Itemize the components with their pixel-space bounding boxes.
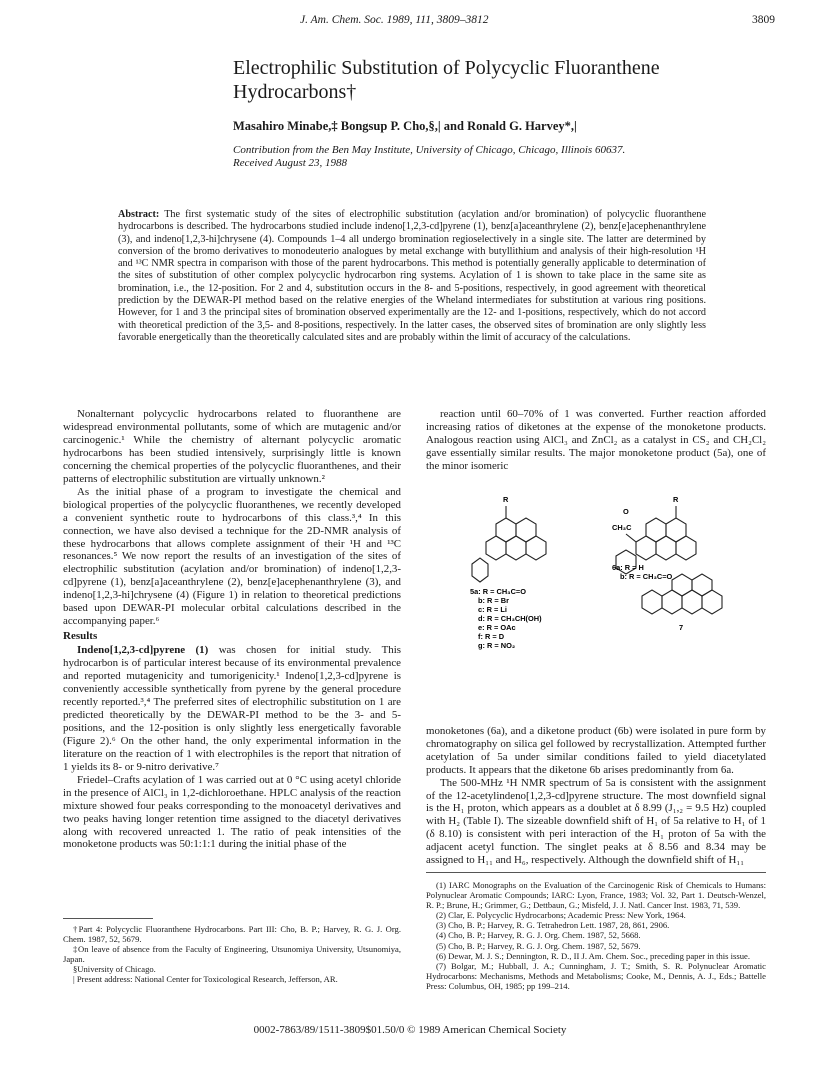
compound-list-item: f: R = D	[478, 632, 505, 641]
ring	[646, 518, 666, 542]
footnote-rule	[426, 872, 766, 873]
reference: (1) IARC Monographs on the Evaluation of the Carcinogenic Risk of Chemicals to Humans: Polynuclear Aromatic Compounds; IARC: Lyon, France, 1983; Vol. 32, Part 1. Deutsch-Wenzel, R. P.; Brune, H.; Grimmer, G.; Dettbaun, G.; Misfeld, J. J. Natl. Cancer Inst. 1983, 71, 539.	[426, 880, 766, 911]
footnotes-left	[63, 924, 401, 985]
paragraph: Nonalternant polycyclic hydrocarbons related to fluoranthene are widespread environmental pollutants, some of which are mutagenic and/or carcinogenic.¹ While the chemistry of alternant polycyclic aromatic hydrocarbons has been studied intensively, surprisingly little is known concerning the chemical properties of the polycyclic fluoranthenes, and their patterns of electrophilic substitution are virtually unknown.²	[63, 408, 401, 485]
paragraph: reaction until 60–70% of 1 was converted. Further reaction afforded increasing ratios of diketones at the expense of the monoketone products. Analogous reaction using AlCl₃ and ZnCl₂ as a catalyst in CS₂ and CH₂Cl₂ gave essentially similar results. The major monoketone product (5a), one of the minor isomeric	[426, 408, 766, 472]
section-heading: Results	[63, 630, 98, 643]
compound-list-item: g: R = NO₂	[478, 641, 516, 650]
compound-list-item: 6a: R = H	[612, 563, 644, 572]
compound-list-item: c: R = Li	[478, 605, 507, 614]
compound-list-item: e: R = OAc	[478, 623, 516, 632]
page-number: 3809	[752, 14, 775, 26]
ring	[672, 574, 692, 596]
ring	[642, 590, 662, 614]
abstract-text: The first systematic study of the sites of electrophilic substitution (acylation and/or bromination) of polycyclic fluoranthene hydrocarbons is described. The hydrocarbons studied include indeno[1,2,3-cd]pyrene (1), benz[a]aceanthrylene (2), benz[e]acephenanthrylene (3), and indeno[1,2,3-hi]chrysene (4). Compounds 1–4 all undergo bromination regioselectively in a single site. The latter are determined by conversion of the bromo derivatives to monodeuterio analogues by metal exchange with butyllithium and analysis of their high-resolution ¹H and ¹³C NMR spectra in comparison with those of the parent hydrocarbons. This method is potentially generally applicable to determination of the sites of substitution of other complex polycyclic hydrocarbon ring systems. Acylation of 1 is shown to take place in the same site as bromination, i.e., the 12-position. For 2 and 4, substitution occurs in the 8- and 5-positions, respectively, in good agreement with theoretical prediction by the DEWAR-PI method based on the relative energies of the Wheland intermediates for substitution at various ring positions. However, for 1 and 3 the principal sites of bromination observed experimentally are the 12- and 1-positions, respectively, which do not accord with theoretical prediction of the 3,5- and 8-positions, respectively. In the latter cases, the observed sites of bromination are only slightly less favorable energetically than the theoretically calculated sites and are probably within the limit of accuracy of the calculations.	[118, 209, 706, 343]
footnote: ‡On leave of absence from the Faculty of Engineering, Utsunomiya University, Utsunomiya, Japan.	[63, 944, 401, 965]
affiliation-block	[233, 144, 753, 170]
ring	[472, 558, 488, 582]
footnote-rule	[63, 918, 153, 919]
footnote: †Part 4: Polycyclic Fluoranthene Hydrocarbons. Part III: Cho, B. P.; Harvey, R. G. J. Org. Chem. 1987, 52, 5679.	[63, 924, 401, 945]
author-list: Masahiro Minabe,‡ Bongsup P. Cho,§,| and Ronald G. Harvey*,|	[233, 119, 577, 133]
reference: (6) Dewar, M. J. S.; Dennington, R. D., II J. Am. Chem. Soc., preceding paper in this issue.	[436, 950, 751, 961]
structure-figure	[466, 484, 736, 650]
ring	[702, 590, 722, 614]
ring	[692, 574, 712, 596]
paragraph: Friedel–Crafts acylation of 1 was carried out at 0 °C using acetyl chloride in the presence of AlCl₃ in 1,2-dichloroethane. HPLC analysis of the reaction mixture showed four peaks corresponding to the monoacetyl derivatives and two peaks having longer retention time assigned to the diacetyl derivatives along with recovered unreacted 1. The ratio of peak intensities of the monoketone products was 50:1:1:1 during the initial phase of the	[63, 773, 401, 851]
footnote: | Present address: National Center for Toxicological Research, Jefferson, AR.	[73, 974, 338, 985]
abstract-label: Abstract:	[118, 209, 160, 220]
paragraph: As the initial phase of a program to investigate the chemical and biological properties of the polycyclic fluoranthenes, we recently developed a convenient synthetic route to hydrocarbons of this class.³,⁴ In this connection, we have also devised a technique for the 2D-NMR analysis of these hydrocarbons that allows complete assignment of their ¹H and ¹³C resonances.⁵ We now report the results of an investigation of the sites of electrophilic substitution (acylation and/or bromination) of indeno[1,2,3-cd]pyrene (1), benz[a]aceanthrylene (2), benz[e]acephenanthrylene (3), and indeno[1,2,3-hi]chrysene (4) (Figure 1) in relation to theoretical predictions based upon DEWAR-PI molecular orbital calculations described in the accompanying paper.⁶	[63, 485, 401, 628]
received-date: Received August 23, 1988	[233, 157, 348, 169]
substituent-label: R	[503, 495, 509, 504]
structure-diagram	[466, 484, 736, 650]
compound-list-item: b: R = CH₃C=O	[620, 572, 673, 581]
affiliation: Contribution from the Ben May Institute, University of Chicago, Chicago, Illinois 60637.	[233, 144, 626, 156]
journal-citation: J. Am. Chem. Soc. 1989, 111, 3809–3812	[300, 14, 489, 26]
article-title: Electrophilic Substitution of Polycyclic Fluoranthene Hydrocarbons†	[233, 57, 660, 103]
reference: (5) Cho, B. P.; Harvey, R. G. J. Org. Chem. 1987, 52, 5679.	[436, 940, 641, 951]
abstract	[118, 209, 706, 344]
acetyl-label: CH₃C	[612, 523, 632, 532]
paragraph: monoketones (6a), and a diketone product (6b) were isolated in pure form by chromatography on silica gel followed by recrystallization. Attempted further acetylation of 5a under similar conditions failed to yield diacetylated products. It appears that the diketone 6b arises predominantly from 6a.	[426, 724, 766, 776]
reference: (3) Cho, B. P.; Harvey, R. G. Tetrahedron Lett. 1987, 28, 861, 2906.	[436, 920, 670, 931]
page-footer: 0002-7863/89/1511-3809$01.50/0 © 1989 American Chemical Society	[253, 1024, 567, 1036]
paragraph-lead: Indeno[1,2,3-cd]pyrene (1)	[77, 644, 209, 657]
footnote: §University of Chicago.	[73, 964, 156, 975]
ring	[676, 536, 696, 560]
compound-number: 7	[679, 623, 684, 632]
footnotes-right	[426, 880, 766, 991]
oxygen-label: O	[623, 507, 629, 516]
paragraph: The 500-MHz ¹H NMR spectrum of 5a is consistent with the assignment of the 12-acetylindeno[1,2,3-cd]pyrene structure. The most downfield signal is the H₁ proton, which appears as a doublet at δ 8.99 (J₁,₂ = 9.5 Hz) coupled with H₂ (Table I). The sizeable downfield shift of H₁ of 5a relative to H₁ of 1 (δ 8.10) is consistent with peri interaction of the H₁ proton of 5a with the adjacent acetyl function. The singlet peaks at δ 8.56 and 8.34 may be assigned to H₁₁ and H₆, respectively. Although the downfield shift of H₁₁	[426, 776, 766, 867]
ring	[496, 518, 516, 542]
left-column	[63, 408, 401, 851]
paragraph	[63, 644, 401, 774]
ring	[526, 536, 546, 560]
compound-list-item: b: R = Br	[478, 596, 510, 605]
compound-list-item: 5a: R = CH₃C=O	[470, 587, 526, 596]
reference: (2) Clar, E. Polycyclic Hydrocarbons; Academic Press: New York, 1964.	[436, 910, 686, 921]
paragraph-text: was chosen for initial study. This hydrocarbon is of particular interest because of its environmental prevalence and reported mutagenicity and tumorigenicity.¹ Indeno[1,2,3-cd]pyrene is conveniently accessible synthetically from pyrene by the general procedure recently reported.³,⁴ The preferred sites of electrophilic substitution on 1 are predicted theoretically by the DEWAR-PI method to be the 3- and 5-positions, and the 12-position is only slightly less energetically favorable (Figure 2).⁶ On the other hand, the only experimental information in the literature on the reaction of 1 with electrophiles is the report that nitration of 1 yields its 8- or 9-nitro derivative.⁷	[63, 644, 401, 773]
compound-list-item: d: R = CH₃CH(OH)	[478, 614, 542, 623]
reference: (7) Bolgar, M.; Hubball, J. A.; Cunningham, J. T.; Smith, S. R. Polynuclear Aromatic Hydrocarbons: Mechanisms, Methods and Metabolisms; Cooke, M., Dennis, A. J., Eds.; Battelle Press: Columbus, OH, 1985; pp 199–214.	[426, 960, 766, 991]
reference: (4) Cho, B. P.; Harvey, R. G. J. Org. Chem. 1987, 52, 5668.	[436, 930, 641, 941]
substituent-label: R	[673, 495, 679, 504]
